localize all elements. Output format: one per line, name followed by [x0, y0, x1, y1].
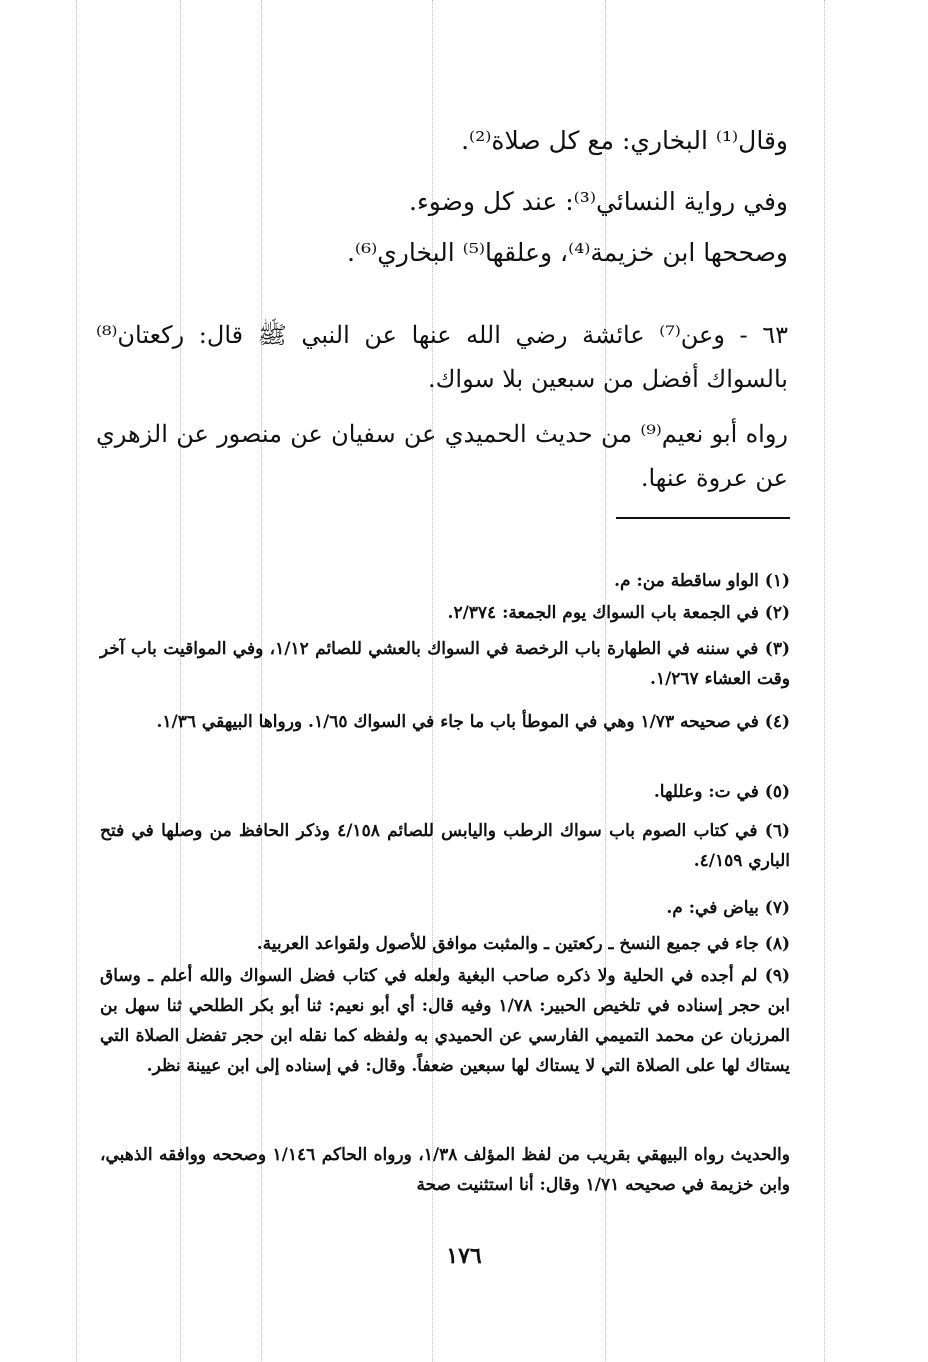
- footnote-text: الواو ساقطة من: م.: [614, 571, 759, 591]
- footnote-number: (٧): [764, 898, 790, 918]
- footnote-separator: [616, 517, 790, 519]
- footnote: [100, 777, 790, 807]
- hadith-paragraph: ٦٣ - وعن⁽⁷⁾ عائشة رضي الله عنها عن النبي ﷺ قال: ركعتان⁽⁸⁾ بالسواك أفضل من سبعين بلا سواك.: [96, 321, 789, 393]
- footnote-text: في ت: وعللها.: [653, 782, 759, 802]
- footnote-text: في كتاب الصوم باب سواك الرطب واليابس للصائم ٤/١٥٨ وذكر الحافظ من وصلها في فتح الباري ٤/١٥٩.: [100, 821, 790, 871]
- footnote-text: بياض في: م.: [666, 898, 759, 918]
- footnote: [100, 929, 790, 959]
- main-text-line: وقال⁽¹⁾ البخاري: مع كل صلاة⁽²⁾.: [461, 126, 788, 155]
- footnote: [100, 707, 790, 737]
- narration-paragraph: رواه أبو نعيم⁽⁹⁾ من حديث الحميدي عن سفيان عن منصور عن الزهري عن عروة عنها.: [96, 420, 788, 492]
- footnote: [100, 634, 790, 694]
- footnote-number: (٣): [764, 639, 790, 659]
- footnote: [100, 893, 790, 923]
- footnote-number: (١): [764, 571, 790, 591]
- footnote-number: (٨): [764, 934, 790, 954]
- footnote-number: (٤): [764, 712, 790, 732]
- footnote: [100, 598, 790, 628]
- footnote: [100, 1140, 790, 1200]
- footnote-text: لم أجده في الحلية ولا ذكره صاحب البغية ولعله في كتاب فضل السواك والله أعلم ـ وساق ابن حجر إسناده في تلخيص الحبير: ١/٧٨ وفيه قال: أي أبو نعيم: ثنا أبو بكر الطلحي ثنا سهل بن المرزبان عن محمد التميمي الفارسي عن الحميدي به ولفظه كما نقله ابن حجر تفضل الصلاة التي يستاك لها على الصلاة التي لا يستاك لها سبعين ضعفاً. وقال: في إسناده إلى ابن عيينة نظر.: [100, 966, 790, 1076]
- footnote: [100, 566, 790, 596]
- footnote-number: (٩): [764, 966, 790, 986]
- margin-guide-line: [824, 0, 825, 1362]
- footnote: [100, 961, 790, 1081]
- footnote-text: جاء في جميع النسخ ـ ركعتين ـ والمثبت موافق للأصول ولقواعد العربية.: [256, 934, 759, 954]
- footnote-number: (٢): [764, 603, 790, 623]
- footnote: [100, 816, 790, 876]
- footnote-number: (٥): [764, 782, 790, 802]
- footnote-number: (٦): [764, 821, 790, 841]
- footnote-text: في سننه في الطهارة باب الرخصة في السواك بالعشي للصائم ١/١٢، وفي المواقيت باب آخر وقت العشاء ١/٢٦٧.: [100, 639, 790, 689]
- page-number: ١٧٦: [446, 1243, 482, 1269]
- main-text-line: وصححها ابن خزيمة⁽⁴⁾، وعلقها⁽⁵⁾ البخاري⁽⁶⁾.: [346, 238, 788, 267]
- footnote-text: في الجمعة باب السواك يوم الجمعة: ٢/٣٧٤.: [447, 603, 759, 623]
- footnote-text: والحديث رواه البيهقي بقريب من لفظ المؤلف ١/٣٨، ورواه الحاكم ١/١٤٦ وصححه ووافقه الذهبي، وابن خزيمة في صحيحه ١/٧١ وقال: أنا استثنيت صحة: [100, 1145, 790, 1195]
- main-text-line: وفي رواية النسائي⁽³⁾: عند كل وضوء.: [409, 187, 788, 216]
- margin-guide-line: [76, 0, 77, 1362]
- footnote-text: في صحيحه ١/٧٣ وهي في الموطأ باب ما جاء في السواك ١/٦٥. ورواها البيهقي ١/٣٦.: [156, 712, 759, 732]
